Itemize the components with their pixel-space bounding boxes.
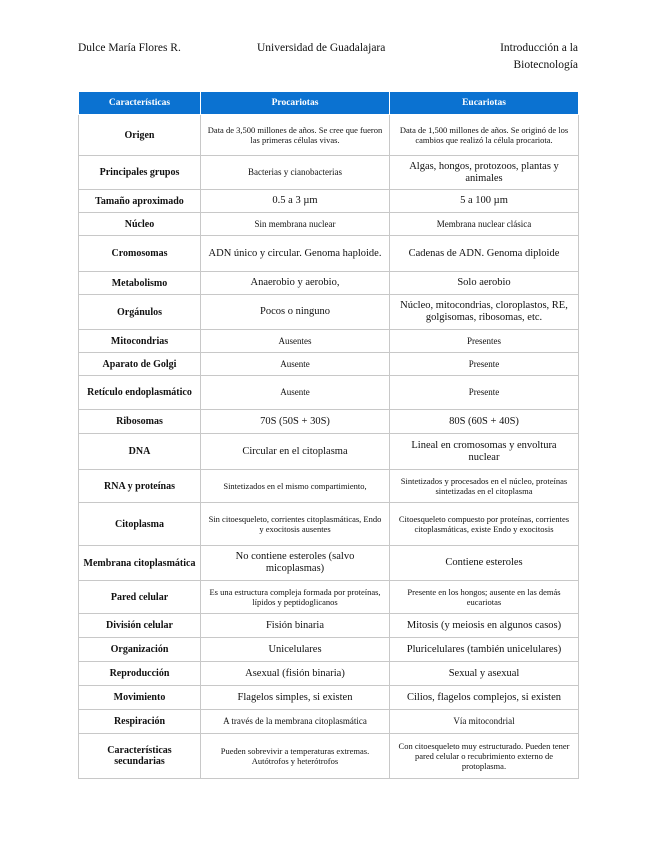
table-row bbox=[79, 638, 579, 662]
feature-cell: Cromosomas bbox=[79, 236, 201, 272]
table-row bbox=[79, 236, 579, 272]
prokaryote-cell: 70S (50S + 30S) bbox=[201, 410, 390, 434]
feature-cell: Pared celular bbox=[79, 581, 201, 614]
feature-cell: Movimiento bbox=[79, 686, 201, 710]
university-name: Universidad de Guadalajara bbox=[257, 42, 386, 54]
prokaryote-cell: Unicelulares bbox=[201, 638, 390, 662]
column-header: Procariotas bbox=[201, 92, 390, 115]
table-row bbox=[79, 190, 579, 213]
column-header: Eucariotas bbox=[390, 92, 579, 115]
table-row bbox=[79, 614, 579, 638]
table-header-row bbox=[79, 92, 579, 115]
prokaryote-cell: Circular en el citoplasma bbox=[201, 434, 390, 470]
prokaryote-cell: Bacterias y cianobacterias bbox=[201, 156, 390, 190]
feature-cell: Reproducción bbox=[79, 662, 201, 686]
prokaryote-cell: Sin membrana nuclear bbox=[201, 213, 390, 236]
eukaryote-cell: Algas, hongos, protozoos, plantas y animales bbox=[390, 156, 579, 190]
prokaryote-cell: Ausente bbox=[201, 376, 390, 410]
feature-cell: Organización bbox=[79, 638, 201, 662]
table-row bbox=[79, 710, 579, 734]
prokaryote-cell: Pueden sobrevivir a temperaturas extremas. Autótrofos y heterótrofos bbox=[201, 734, 390, 779]
prokaryote-cell: Ausentes bbox=[201, 330, 390, 353]
prokaryote-cell: Ausente bbox=[201, 353, 390, 376]
prokaryote-cell: Asexual (fisión binaria) bbox=[201, 662, 390, 686]
feature-cell: Características secundarias bbox=[79, 734, 201, 779]
eukaryote-cell: Citoesqueleto compuesto por proteínas, corrientes citoplasmáticas, existe Endo y exocitosis bbox=[390, 503, 579, 546]
table-row bbox=[79, 410, 579, 434]
eukaryote-cell: Vía mitocondrial bbox=[390, 710, 579, 734]
eukaryote-cell: Sexual y asexual bbox=[390, 662, 579, 686]
eukaryote-cell: Núcleo, mitocondrias, cloroplastos, RE, golgisomas, ribosomas, etc. bbox=[390, 295, 579, 330]
column-header: Características bbox=[79, 92, 201, 115]
table-row bbox=[79, 470, 579, 503]
feature-cell: Mitocondrias bbox=[79, 330, 201, 353]
eukaryote-cell: 5 a 100 µm bbox=[390, 190, 579, 213]
prokaryote-cell: Data de 3,500 millones de años. Se cree que fueron las primeras células vivas. bbox=[201, 115, 390, 156]
eukaryote-cell: Mitosis (y meiosis en algunos casos) bbox=[390, 614, 579, 638]
prokaryote-cell: Anaerobio y aerobio, bbox=[201, 272, 390, 295]
eukaryote-cell: Presentes bbox=[390, 330, 579, 353]
course-title-line1: Introducción a la bbox=[500, 42, 578, 54]
feature-cell: Metabolismo bbox=[79, 272, 201, 295]
prokaryote-cell: No contiene esteroles (salvo micoplasmas) bbox=[201, 546, 390, 581]
table-row bbox=[79, 503, 579, 546]
prokaryote-cell: Flagelos simples, si existen bbox=[201, 686, 390, 710]
eukaryote-cell: Solo aerobio bbox=[390, 272, 579, 295]
feature-cell: Tamaño aproximado bbox=[79, 190, 201, 213]
prokaryote-cell: Sin citoesqueleto, corrientes citoplasmáticas, Endo y exocitosis ausentes bbox=[201, 503, 390, 546]
feature-cell: Membrana citoplasmática bbox=[79, 546, 201, 581]
table-row bbox=[79, 376, 579, 410]
eukaryote-cell: Sintetizados y procesados en el núcleo, proteínas sintetizadas en el citoplasma bbox=[390, 470, 579, 503]
course-title bbox=[500, 40, 578, 74]
feature-cell: Retículo endoplasmático bbox=[79, 376, 201, 410]
table-row bbox=[79, 272, 579, 295]
feature-cell: Orgánulos bbox=[79, 295, 201, 330]
feature-cell: Citoplasma bbox=[79, 503, 201, 546]
comparison-table bbox=[78, 91, 579, 779]
table-row bbox=[79, 581, 579, 614]
prokaryote-cell: ADN único y circular. Genoma haploide. bbox=[201, 236, 390, 272]
table-row bbox=[79, 115, 579, 156]
eukaryote-cell: Cilios, flagelos complejos, si existen bbox=[390, 686, 579, 710]
prokaryote-cell: Fisión binaria bbox=[201, 614, 390, 638]
feature-cell: División celular bbox=[79, 614, 201, 638]
table-row bbox=[79, 734, 579, 779]
prokaryote-cell: A través de la membrana citoplasmática bbox=[201, 710, 390, 734]
table-row bbox=[79, 156, 579, 190]
table-row bbox=[79, 330, 579, 353]
table-row bbox=[79, 213, 579, 236]
eukaryote-cell: Pluricelulares (también unicelulares) bbox=[390, 638, 579, 662]
feature-cell: RNA y proteínas bbox=[79, 470, 201, 503]
eukaryote-cell: Contiene esteroles bbox=[390, 546, 579, 581]
table-row bbox=[79, 434, 579, 470]
prokaryote-cell: Es una estructura compleja formada por proteínas, lípidos y peptidoglicanos bbox=[201, 581, 390, 614]
eukaryote-cell: Data de 1,500 millones de años. Se originó de los cambios que realizó la célula procariota. bbox=[390, 115, 579, 156]
eukaryote-cell: Lineal en cromosomas y envoltura nuclear bbox=[390, 434, 579, 470]
eukaryote-cell: Cadenas de ADN. Genoma diploide bbox=[390, 236, 579, 272]
prokaryote-cell: Pocos o ninguno bbox=[201, 295, 390, 330]
table-row bbox=[79, 662, 579, 686]
feature-cell: Núcleo bbox=[79, 213, 201, 236]
author-name: Dulce María Flores R. bbox=[78, 42, 181, 54]
feature-cell: Aparato de Golgi bbox=[79, 353, 201, 376]
prokaryote-cell: Sintetizados en el mismo compartimiento, bbox=[201, 470, 390, 503]
feature-cell: DNA bbox=[79, 434, 201, 470]
table-row bbox=[79, 546, 579, 581]
table-row bbox=[79, 353, 579, 376]
table-row bbox=[79, 686, 579, 710]
feature-cell: Principales grupos bbox=[79, 156, 201, 190]
eukaryote-cell: Con citoesqueleto muy estructurado. Pueden tener pared celular o recubrimiento externo de protoplasma. bbox=[390, 734, 579, 779]
eukaryote-cell: 80S (60S + 40S) bbox=[390, 410, 579, 434]
eukaryote-cell: Membrana nuclear clásica bbox=[390, 213, 579, 236]
feature-cell: Ribosomas bbox=[79, 410, 201, 434]
feature-cell: Respiración bbox=[79, 710, 201, 734]
table-row bbox=[79, 295, 579, 330]
feature-cell: Origen bbox=[79, 115, 201, 156]
eukaryote-cell: Presente en los hongos; ausente en las demás eucariotas bbox=[390, 581, 579, 614]
eukaryote-cell: Presente bbox=[390, 376, 579, 410]
eukaryote-cell: Presente bbox=[390, 353, 579, 376]
prokaryote-cell: 0.5 a 3 µm bbox=[201, 190, 390, 213]
course-title-line2: Biotecnología bbox=[513, 59, 578, 71]
